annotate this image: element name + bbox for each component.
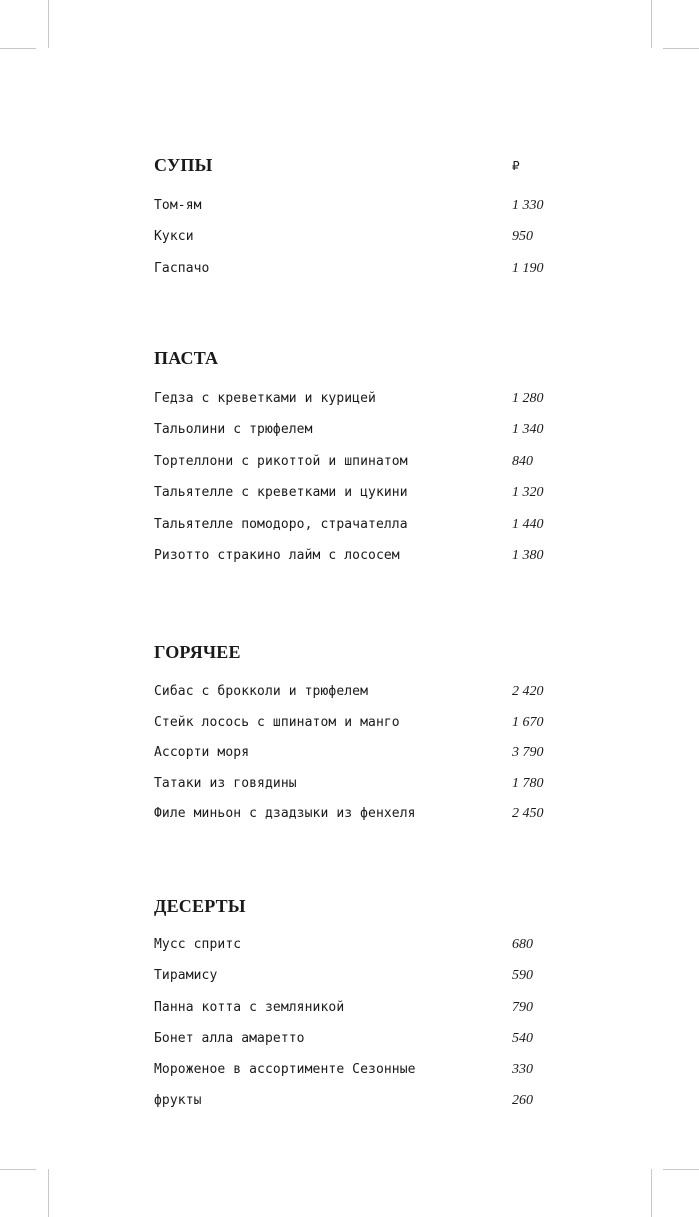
menu-item-price: 540 — [512, 1030, 533, 1046]
menu-item-name: Кукси — [154, 229, 194, 245]
section-title: ГОРЯЧЕЕ — [154, 642, 241, 662]
menu-item — [154, 1030, 554, 1061]
menu-item-price: 590 — [512, 968, 533, 984]
menu-item — [154, 714, 554, 745]
menu-item-name: Тирамису — [154, 968, 218, 984]
section-header — [154, 347, 554, 369]
crop-mark-top-right-horizontal — [663, 48, 699, 49]
section-header — [154, 641, 554, 663]
menu-item — [154, 967, 554, 998]
menu-item-price: 1 670 — [512, 714, 544, 730]
menu-item-list — [154, 197, 554, 291]
section-title: СУПЫ — [154, 155, 213, 175]
section-title: ДЕСЕРТЫ — [154, 896, 246, 916]
menu-item-list — [154, 683, 554, 836]
menu-section-desserts — [154, 895, 554, 1109]
menu-item — [154, 744, 554, 775]
menu-item-name: Мусс спритс — [154, 937, 242, 952]
menu-section-pasta — [154, 347, 554, 563]
menu-item-price: 2 450 — [512, 806, 544, 822]
menu-item — [154, 484, 554, 515]
menu-item-name: Гедза с креветками и курицей — [154, 391, 376, 406]
menu-item-price: 1 780 — [512, 775, 544, 791]
menu-item-name: Ризотто стракино лайм с лососем — [154, 547, 400, 563]
menu-section-soups — [154, 154, 554, 276]
menu-item-price: 260 — [512, 1093, 533, 1109]
crop-mark-bottom-right-horizontal — [663, 1169, 699, 1170]
menu-item — [154, 547, 554, 578]
menu-item — [154, 228, 554, 259]
menu-item-price: 1 380 — [512, 547, 544, 563]
menu-item-list — [154, 936, 554, 1124]
menu-item — [154, 421, 554, 452]
menu-item-name: Ассорти моря — [154, 745, 250, 761]
menu-item — [154, 936, 554, 967]
menu-item — [154, 999, 554, 1030]
menu-item-price: 790 — [512, 999, 533, 1015]
menu-item-name: Панна котта с земляникой — [154, 999, 345, 1015]
menu-item — [154, 260, 554, 291]
menu-item-price: 1 330 — [512, 198, 544, 213]
menu-item-name: Тальолини с трюфелем — [154, 422, 313, 438]
crop-mark-bottom-left-vertical — [48, 1169, 49, 1217]
menu-item-price: 1 190 — [512, 260, 544, 276]
menu-item-price: 3 790 — [512, 745, 544, 761]
section-title: ПАСТА — [154, 348, 219, 368]
menu-item-name: Татаки из говядины — [154, 775, 297, 791]
crop-mark-top-left-horizontal — [0, 48, 36, 49]
menu-item-price: 2 420 — [512, 684, 544, 699]
menu-item — [154, 805, 554, 836]
menu-item-price: 1 440 — [512, 516, 544, 532]
menu-item-price: 680 — [512, 937, 533, 952]
menu-item-name: Мороженое в ассортименте Сезонные — [154, 1062, 416, 1078]
menu-item-price: 1 280 — [512, 391, 544, 406]
menu-item-list — [154, 390, 554, 578]
menu-item-name: Тальятелле помодоро, страчателла — [154, 516, 408, 532]
menu-item — [154, 775, 554, 806]
menu-item — [154, 453, 554, 484]
menu-item-name: Стейк лосось с шпинатом и манго — [154, 714, 400, 730]
currency-symbol: ₽ — [512, 159, 520, 173]
menu-item-name: Гаспачо — [154, 260, 210, 276]
crop-mark-top-left-vertical — [48, 0, 49, 48]
menu-item-price: 330 — [512, 1062, 533, 1078]
menu-section-hot — [154, 641, 554, 822]
menu-item-price: 840 — [512, 453, 533, 469]
section-header — [154, 154, 554, 176]
crop-mark-top-right-vertical — [651, 0, 652, 48]
menu-item-price: 950 — [512, 229, 533, 245]
menu-item-name: Том-ям — [154, 198, 202, 213]
menu-item-name: Сибас с брокколи и трюфелем — [154, 684, 369, 699]
menu-item-name: Бонет алла амаретто — [154, 1030, 305, 1046]
menu-item — [154, 683, 554, 714]
menu-item-name: Тортеллони с рикоттой и шпинатом — [154, 453, 408, 469]
menu-item-name: фрукты — [154, 1093, 202, 1109]
menu-item-price: 1 340 — [512, 422, 544, 438]
menu-item — [154, 1092, 554, 1123]
menu-item-name: Филе миньон с дзадзыки из фенхеля — [154, 806, 416, 822]
section-header — [154, 895, 554, 917]
menu-item — [154, 390, 554, 421]
crop-mark-bottom-right-vertical — [651, 1169, 652, 1217]
menu-item — [154, 1061, 554, 1092]
crop-mark-bottom-left-horizontal — [0, 1169, 36, 1170]
menu-item — [154, 197, 554, 228]
menu-item-name: Тальятелле с креветками и цукини — [154, 485, 408, 501]
menu-item-price: 1 320 — [512, 485, 544, 501]
menu-item — [154, 516, 554, 547]
